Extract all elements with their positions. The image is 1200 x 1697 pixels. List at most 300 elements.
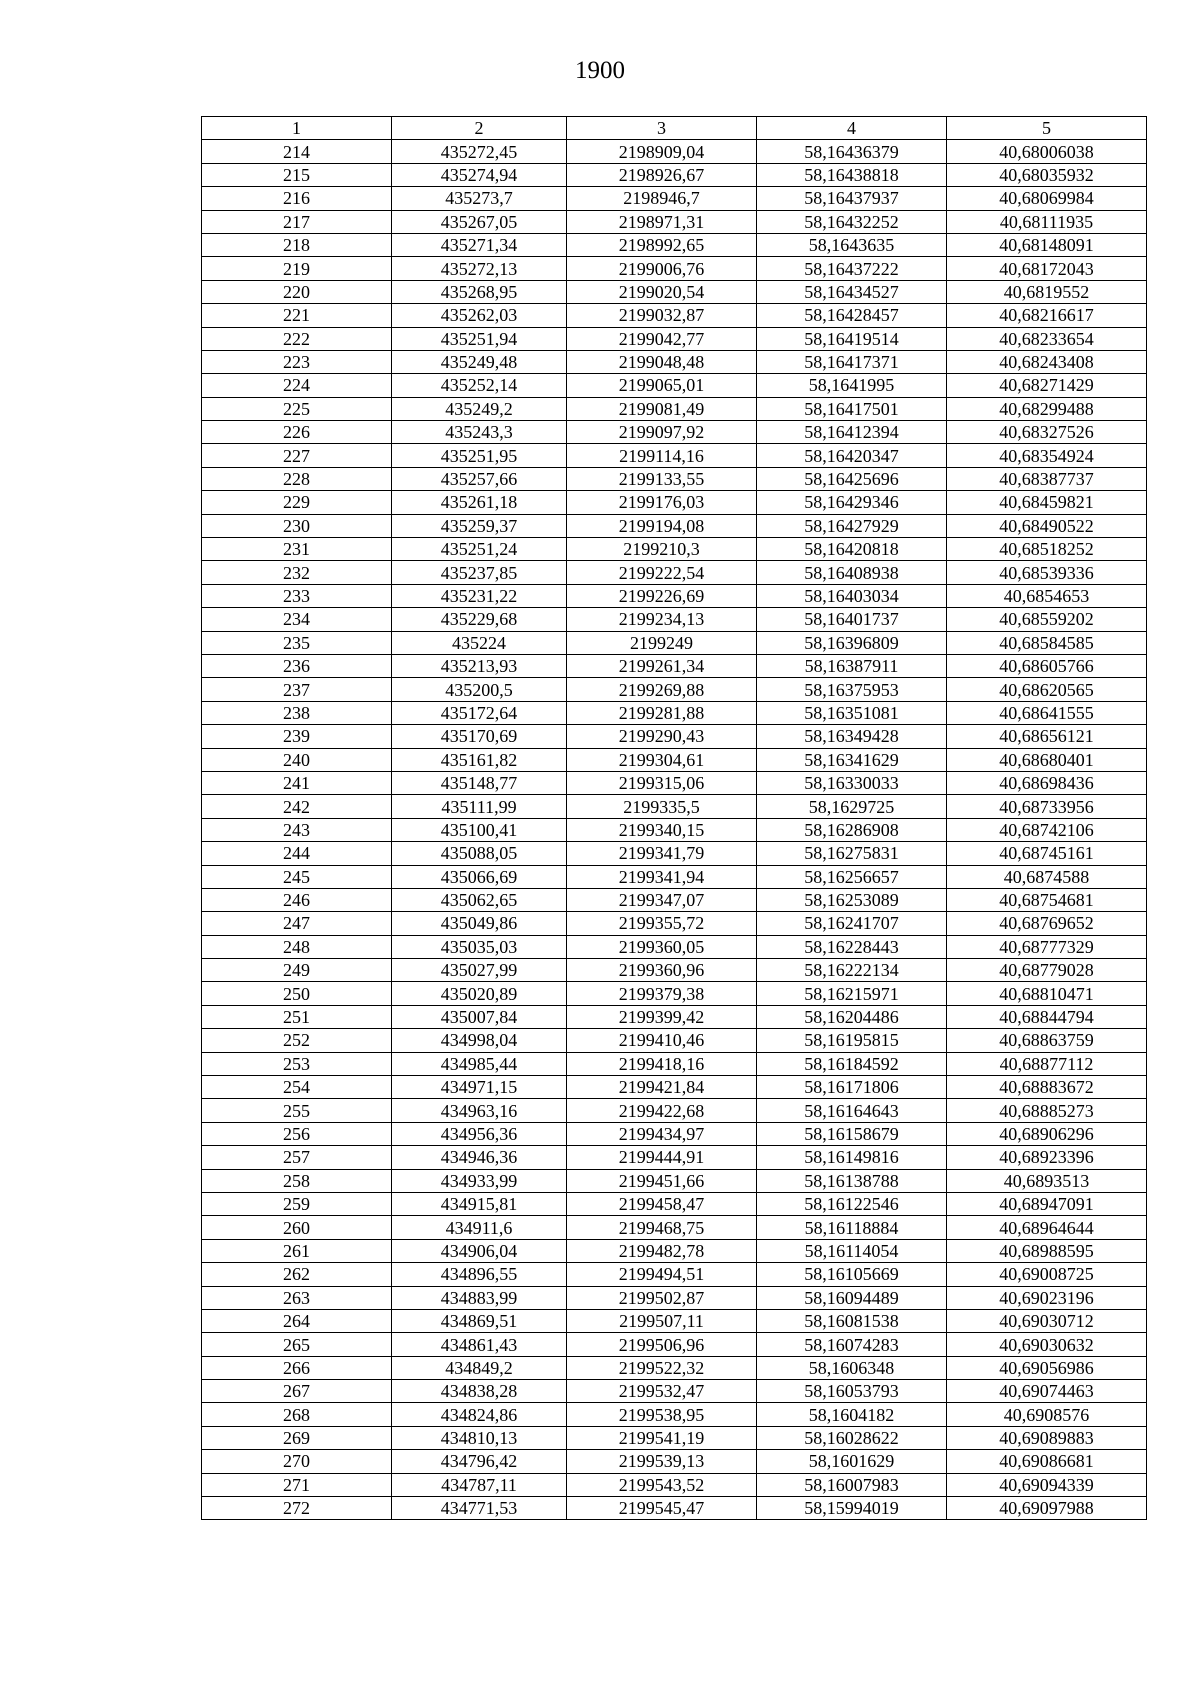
table-cell: 40,69086681 <box>947 1450 1147 1473</box>
table-cell: 232 <box>202 561 392 584</box>
table-cell: 2199065,01 <box>567 374 757 397</box>
table-cell: 255 <box>202 1099 392 1122</box>
table-header-row <box>202 117 1147 140</box>
table-cell: 434956,36 <box>392 1122 567 1145</box>
table-cell: 2199249 <box>567 631 757 654</box>
table-cell: 2199281,88 <box>567 701 757 724</box>
table-row <box>202 842 1147 865</box>
table-cell: 2199410,46 <box>567 1029 757 1052</box>
table-cell: 434971,15 <box>392 1076 567 1099</box>
table-cell: 40,68777329 <box>947 935 1147 958</box>
table-cell: 40,68656121 <box>947 725 1147 748</box>
table-cell: 435274,94 <box>392 163 567 186</box>
table-row <box>202 397 1147 420</box>
table-cell: 435027,99 <box>392 959 567 982</box>
table-cell: 435088,05 <box>392 842 567 865</box>
table-cell: 434933,99 <box>392 1169 567 1192</box>
table-cell: 2199506,96 <box>567 1333 757 1356</box>
table-cell: 2199048,48 <box>567 350 757 373</box>
table-cell: 435251,94 <box>392 327 567 350</box>
table-cell: 40,6854653 <box>947 584 1147 607</box>
table-cell: 435267,05 <box>392 210 567 233</box>
table-cell: 2199261,34 <box>567 654 757 677</box>
table-row <box>202 935 1147 958</box>
table-cell: 58,16253089 <box>757 888 947 911</box>
table-row <box>202 982 1147 1005</box>
table-cell: 435224 <box>392 631 567 654</box>
table-cell: 434869,51 <box>392 1309 567 1332</box>
table-cell: 40,6819552 <box>947 280 1147 303</box>
table-cell: 226 <box>202 421 392 444</box>
table-cell: 2198992,65 <box>567 233 757 256</box>
table-cell: 435251,95 <box>392 444 567 467</box>
table-cell: 435062,65 <box>392 888 567 911</box>
table-cell: 435020,89 <box>392 982 567 1005</box>
table-cell: 2199226,69 <box>567 584 757 607</box>
table-cell: 58,16396809 <box>757 631 947 654</box>
table-cell: 435268,95 <box>392 280 567 303</box>
table-cell: 40,69097988 <box>947 1497 1147 1520</box>
table-cell: 234 <box>202 608 392 631</box>
table-cell: 435231,22 <box>392 584 567 607</box>
table-row <box>202 1146 1147 1169</box>
table-cell: 2199539,13 <box>567 1450 757 1473</box>
table-cell: 2199507,11 <box>567 1309 757 1332</box>
table-cell: 40,68490522 <box>947 514 1147 537</box>
table-cell: 272 <box>202 1497 392 1520</box>
table-row <box>202 1169 1147 1192</box>
table-row <box>202 538 1147 561</box>
table-row <box>202 374 1147 397</box>
table-cell: 40,68733956 <box>947 795 1147 818</box>
table-cell: 216 <box>202 187 392 210</box>
table-cell: 58,1601629 <box>757 1450 947 1473</box>
table-cell: 267 <box>202 1380 392 1403</box>
table-row <box>202 888 1147 911</box>
table-row <box>202 654 1147 677</box>
table-cell: 2199042,77 <box>567 327 757 350</box>
table-cell: 434771,53 <box>392 1497 567 1520</box>
table-row <box>202 514 1147 537</box>
table-cell: 40,68006038 <box>947 140 1147 163</box>
table-cell: 2199360,96 <box>567 959 757 982</box>
table-cell: 40,6893513 <box>947 1169 1147 1192</box>
table-cell: 40,68698436 <box>947 771 1147 794</box>
column-header: 2 <box>392 117 567 140</box>
table-cell: 435200,5 <box>392 678 567 701</box>
table-row <box>202 1122 1147 1145</box>
table-cell: 58,16349428 <box>757 725 947 748</box>
table-cell: 2199379,38 <box>567 982 757 1005</box>
table-cell: 265 <box>202 1333 392 1356</box>
table-cell: 2198946,7 <box>567 187 757 210</box>
table-cell: 254 <box>202 1076 392 1099</box>
table-cell: 40,68299488 <box>947 397 1147 420</box>
table-cell: 2199468,75 <box>567 1216 757 1239</box>
table-cell: 40,68779028 <box>947 959 1147 982</box>
table-cell: 2199133,55 <box>567 467 757 490</box>
table-cell: 218 <box>202 233 392 256</box>
table-cell: 434911,6 <box>392 1216 567 1239</box>
table-cell: 434838,28 <box>392 1380 567 1403</box>
table-cell: 2199422,68 <box>567 1099 757 1122</box>
table-cell: 2199315,06 <box>567 771 757 794</box>
table-row <box>202 1497 1147 1520</box>
table-cell: 40,68271429 <box>947 374 1147 397</box>
table-row <box>202 491 1147 514</box>
table-cell: 40,68148091 <box>947 233 1147 256</box>
table-cell: 263 <box>202 1286 392 1309</box>
table-cell: 435252,14 <box>392 374 567 397</box>
table-cell: 434824,86 <box>392 1403 567 1426</box>
table-cell: 236 <box>202 654 392 677</box>
table-row <box>202 771 1147 794</box>
table-cell: 224 <box>202 374 392 397</box>
table-cell: 238 <box>202 701 392 724</box>
table-cell: 58,1643635 <box>757 233 947 256</box>
column-header: 5 <box>947 117 1147 140</box>
table-cell: 40,69030712 <box>947 1309 1147 1332</box>
table-cell: 435259,37 <box>392 514 567 537</box>
table-cell: 250 <box>202 982 392 1005</box>
table-cell: 2199444,91 <box>567 1146 757 1169</box>
table-cell: 434787,11 <box>392 1473 567 1496</box>
table-row <box>202 748 1147 771</box>
table-cell: 2199335,5 <box>567 795 757 818</box>
table-cell: 58,16114054 <box>757 1239 947 1262</box>
table-row <box>202 1263 1147 1286</box>
table-cell: 435237,85 <box>392 561 567 584</box>
table-cell: 2199290,43 <box>567 725 757 748</box>
table-cell: 40,68327526 <box>947 421 1147 444</box>
table-cell: 2199360,05 <box>567 935 757 958</box>
table-cell: 40,68035932 <box>947 163 1147 186</box>
table-cell: 256 <box>202 1122 392 1145</box>
table-cell: 40,69023196 <box>947 1286 1147 1309</box>
table-cell: 58,16375953 <box>757 678 947 701</box>
table-cell: 58,16420347 <box>757 444 947 467</box>
table-cell: 2199451,66 <box>567 1169 757 1192</box>
table-cell: 434883,99 <box>392 1286 567 1309</box>
table-cell: 40,68354924 <box>947 444 1147 467</box>
table-cell: 58,16094489 <box>757 1286 947 1309</box>
table-cell: 217 <box>202 210 392 233</box>
table-cell: 2199269,88 <box>567 678 757 701</box>
table-cell: 240 <box>202 748 392 771</box>
table-cell: 58,16053793 <box>757 1380 947 1403</box>
table-cell: 58,16195815 <box>757 1029 947 1052</box>
table-cell: 40,68964644 <box>947 1216 1147 1239</box>
table-row <box>202 631 1147 654</box>
table-cell: 244 <box>202 842 392 865</box>
table-cell: 2199418,16 <box>567 1052 757 1075</box>
table-cell: 2199234,13 <box>567 608 757 631</box>
table-row <box>202 1356 1147 1379</box>
table-cell: 434998,04 <box>392 1029 567 1052</box>
table-body <box>202 117 1147 1520</box>
table-row <box>202 1005 1147 1028</box>
table-cell: 58,16028622 <box>757 1426 947 1449</box>
table-cell: 237 <box>202 678 392 701</box>
table-cell: 58,16118884 <box>757 1216 947 1239</box>
table-cell: 58,16081538 <box>757 1309 947 1332</box>
table-row <box>202 467 1147 490</box>
table-row <box>202 584 1147 607</box>
table-cell: 58,16438818 <box>757 163 947 186</box>
table-cell: 58,16425696 <box>757 467 947 490</box>
table-cell: 258 <box>202 1169 392 1192</box>
table-cell: 58,16204486 <box>757 1005 947 1028</box>
table-cell: 2199522,32 <box>567 1356 757 1379</box>
table-cell: 40,68810471 <box>947 982 1147 1005</box>
table-row <box>202 163 1147 186</box>
table-cell: 2199421,84 <box>567 1076 757 1099</box>
table-cell: 434985,44 <box>392 1052 567 1075</box>
table-row <box>202 678 1147 701</box>
table-row <box>202 327 1147 350</box>
table-cell: 435249,2 <box>392 397 567 420</box>
table-cell: 40,69056986 <box>947 1356 1147 1379</box>
table-cell: 253 <box>202 1052 392 1075</box>
table-cell: 58,16215971 <box>757 982 947 1005</box>
table-row <box>202 304 1147 327</box>
table-cell: 58,16149816 <box>757 1146 947 1169</box>
column-header: 4 <box>757 117 947 140</box>
table-cell: 247 <box>202 912 392 935</box>
table-cell: 259 <box>202 1192 392 1215</box>
table-cell: 434906,04 <box>392 1239 567 1262</box>
table-cell: 2198909,04 <box>567 140 757 163</box>
table-cell: 246 <box>202 888 392 911</box>
table-cell: 2199399,42 <box>567 1005 757 1028</box>
table-cell: 2199210,3 <box>567 538 757 561</box>
table-cell: 58,1604182 <box>757 1403 947 1426</box>
table-cell: 2199458,47 <box>567 1192 757 1215</box>
table-cell: 434849,2 <box>392 1356 567 1379</box>
table-cell: 434861,43 <box>392 1333 567 1356</box>
table-cell: 40,68172043 <box>947 257 1147 280</box>
table-cell: 58,16436379 <box>757 140 947 163</box>
table-row <box>202 1216 1147 1239</box>
table-cell: 2199341,94 <box>567 865 757 888</box>
table-cell: 58,16275831 <box>757 842 947 865</box>
table-cell: 2199304,61 <box>567 748 757 771</box>
column-header: 1 <box>202 117 392 140</box>
table-cell: 434796,42 <box>392 1450 567 1473</box>
table-cell: 435049,86 <box>392 912 567 935</box>
coordinates-table <box>201 116 1147 1520</box>
column-header: 3 <box>567 117 757 140</box>
table-row <box>202 561 1147 584</box>
table-cell: 434896,55 <box>392 1263 567 1286</box>
table-cell: 58,16222134 <box>757 959 947 982</box>
table-cell: 2199341,79 <box>567 842 757 865</box>
table-row <box>202 1380 1147 1403</box>
table-row <box>202 1239 1147 1262</box>
table-cell: 435161,82 <box>392 748 567 771</box>
table-cell: 229 <box>202 491 392 514</box>
table-cell: 239 <box>202 725 392 748</box>
table-cell: 58,1606348 <box>757 1356 947 1379</box>
table-cell: 58,16417371 <box>757 350 947 373</box>
table-cell: 58,16417501 <box>757 397 947 420</box>
table-cell: 58,16437937 <box>757 187 947 210</box>
table-row <box>202 1403 1147 1426</box>
table-cell: 2199541,19 <box>567 1426 757 1449</box>
table-cell: 58,16412394 <box>757 421 947 444</box>
table-cell: 269 <box>202 1426 392 1449</box>
table-cell: 435251,24 <box>392 538 567 561</box>
table-cell: 40,69074463 <box>947 1380 1147 1403</box>
table-cell: 2199194,08 <box>567 514 757 537</box>
table-cell: 233 <box>202 584 392 607</box>
table-cell: 40,6874588 <box>947 865 1147 888</box>
table-cell: 243 <box>202 818 392 841</box>
table-cell: 435170,69 <box>392 725 567 748</box>
table-cell: 2198926,67 <box>567 163 757 186</box>
table-cell: 40,68069984 <box>947 187 1147 210</box>
table-cell: 40,68620565 <box>947 678 1147 701</box>
table-cell: 2198971,31 <box>567 210 757 233</box>
table-cell: 2199081,49 <box>567 397 757 420</box>
table-cell: 223 <box>202 350 392 373</box>
table-cell: 252 <box>202 1029 392 1052</box>
table-cell: 435243,3 <box>392 421 567 444</box>
table-row <box>202 725 1147 748</box>
table-row <box>202 444 1147 467</box>
table-row <box>202 421 1147 444</box>
table-cell: 435273,7 <box>392 187 567 210</box>
table-cell: 40,68988595 <box>947 1239 1147 1262</box>
table-cell: 58,16138788 <box>757 1169 947 1192</box>
table-cell: 2199032,87 <box>567 304 757 327</box>
table-cell: 235 <box>202 631 392 654</box>
table-row <box>202 608 1147 631</box>
table-cell: 435172,64 <box>392 701 567 724</box>
table-cell: 435066,69 <box>392 865 567 888</box>
table-cell: 2199532,47 <box>567 1380 757 1403</box>
table-cell: 228 <box>202 467 392 490</box>
table-cell: 435100,41 <box>392 818 567 841</box>
table-cell: 435148,77 <box>392 771 567 794</box>
table-cell: 58,16341629 <box>757 748 947 771</box>
table-cell: 435007,84 <box>392 1005 567 1028</box>
table-cell: 40,68844794 <box>947 1005 1147 1028</box>
table-cell: 435213,93 <box>392 654 567 677</box>
table-cell: 40,68883672 <box>947 1076 1147 1099</box>
table-cell: 58,16330033 <box>757 771 947 794</box>
table-cell: 435261,18 <box>392 491 567 514</box>
table-row <box>202 210 1147 233</box>
table-cell: 58,16074283 <box>757 1333 947 1356</box>
table-cell: 40,68885273 <box>947 1099 1147 1122</box>
table-cell: 40,6908576 <box>947 1403 1147 1426</box>
table-row <box>202 865 1147 888</box>
table-cell: 270 <box>202 1450 392 1473</box>
table-cell: 40,68906296 <box>947 1122 1147 1145</box>
table-cell: 266 <box>202 1356 392 1379</box>
table-row <box>202 1192 1147 1215</box>
table-cell: 58,16428457 <box>757 304 947 327</box>
table-cell: 58,16286908 <box>757 818 947 841</box>
table-row <box>202 1029 1147 1052</box>
table-cell: 245 <box>202 865 392 888</box>
table-cell: 214 <box>202 140 392 163</box>
table-cell: 264 <box>202 1309 392 1332</box>
table-cell: 40,68233654 <box>947 327 1147 350</box>
table-cell: 2199340,15 <box>567 818 757 841</box>
table-cell: 435257,66 <box>392 467 567 490</box>
table-cell: 40,68641555 <box>947 701 1147 724</box>
table-cell: 58,16429346 <box>757 491 947 514</box>
table-cell: 40,68605766 <box>947 654 1147 677</box>
table-cell: 435035,03 <box>392 935 567 958</box>
table-cell: 40,68877112 <box>947 1052 1147 1075</box>
table-cell: 2199434,97 <box>567 1122 757 1145</box>
table-cell: 58,16158679 <box>757 1122 947 1145</box>
table-cell: 58,16241707 <box>757 912 947 935</box>
table-cell: 58,16228443 <box>757 935 947 958</box>
table-cell: 262 <box>202 1263 392 1286</box>
table-cell: 231 <box>202 538 392 561</box>
table-cell: 58,16184592 <box>757 1052 947 1075</box>
table-row <box>202 257 1147 280</box>
table-cell: 58,15994019 <box>757 1497 947 1520</box>
table-row <box>202 1052 1147 1075</box>
table-cell: 40,68745161 <box>947 842 1147 865</box>
table-cell: 40,69094339 <box>947 1473 1147 1496</box>
table-cell: 58,16164643 <box>757 1099 947 1122</box>
table-cell: 40,68923396 <box>947 1146 1147 1169</box>
table-cell: 2199538,95 <box>567 1403 757 1426</box>
table-cell: 40,68459821 <box>947 491 1147 514</box>
table-row <box>202 1309 1147 1332</box>
table-cell: 2199114,16 <box>567 444 757 467</box>
table-cell: 2199545,47 <box>567 1497 757 1520</box>
table-cell: 58,16171806 <box>757 1076 947 1099</box>
table-cell: 58,1629725 <box>757 795 947 818</box>
table-cell: 2199482,78 <box>567 1239 757 1262</box>
table-cell: 271 <box>202 1473 392 1496</box>
table-cell: 249 <box>202 959 392 982</box>
table-cell: 435262,03 <box>392 304 567 327</box>
table-cell: 58,16420818 <box>757 538 947 561</box>
page-number: 1900 <box>575 57 625 84</box>
table-cell: 58,16403034 <box>757 584 947 607</box>
table-cell: 40,68947091 <box>947 1192 1147 1215</box>
table-row <box>202 818 1147 841</box>
table-cell: 2199222,54 <box>567 561 757 584</box>
table-cell: 261 <box>202 1239 392 1262</box>
table-row <box>202 233 1147 256</box>
table-cell: 2199176,03 <box>567 491 757 514</box>
table-cell: 40,68863759 <box>947 1029 1147 1052</box>
table-cell: 260 <box>202 1216 392 1239</box>
table-cell: 40,68769652 <box>947 912 1147 935</box>
table-cell: 220 <box>202 280 392 303</box>
table-cell: 434915,81 <box>392 1192 567 1215</box>
table-row <box>202 701 1147 724</box>
table-cell: 40,69089883 <box>947 1426 1147 1449</box>
table-cell: 58,16351081 <box>757 701 947 724</box>
table-cell: 2199494,51 <box>567 1263 757 1286</box>
table-cell: 40,68742106 <box>947 818 1147 841</box>
table-cell: 434946,36 <box>392 1146 567 1169</box>
table-cell: 241 <box>202 771 392 794</box>
table-cell: 251 <box>202 1005 392 1028</box>
table-cell: 58,16437222 <box>757 257 947 280</box>
table-cell: 58,16256657 <box>757 865 947 888</box>
